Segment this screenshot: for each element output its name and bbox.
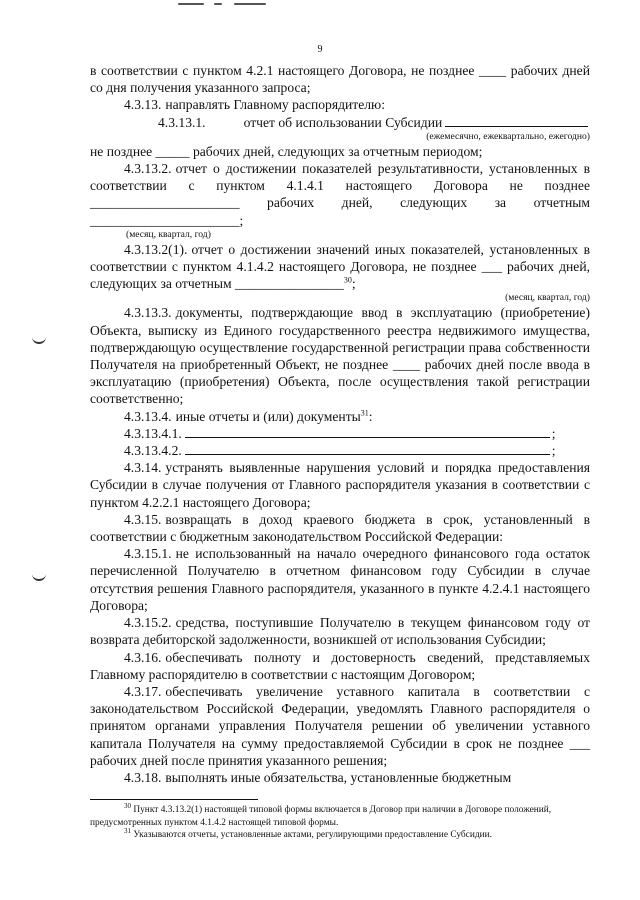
- clause-4-3-13-2-1: 4.3.13.2(1). отчет о достижении значений иных показателей, установленных в соответствии с пунктом 4.1.4.2 настоящего Договора, не позднее ___ рабочих дней, следующих за отчетным ________________$^{30}$;: [90, 241, 590, 292]
- clause-4-3-13-4-1: 4.3.13.4.1. ;: [124, 425, 556, 441]
- page-number: 9: [317, 44, 323, 55]
- scan-artifact-top: [214, 3, 222, 5]
- clause-4-3-13-1: 4.3.13.1. отчет об использовании Субсидии: [90, 114, 590, 131]
- clause-4-3-13-3: 4.3.13.3. документы, подтверждающие ввод в эксплуатацию (приобретение) Объекта, выписку из Единого государственного реестра недвижимого имущества, подтверждающую осуществление государственной регистрации права собственности Получателя на приобретенный Объект, не позднее ____ рабочих дней после ввода в эксплуатацию (приобретения) Объекта, после осуществления такой регистрации соответственно;: [90, 305, 590, 407]
- period-note: (месяц, квартал, год): [126, 228, 211, 240]
- footnotes: [90, 799, 590, 842]
- clause-4-3-15-1: 4.3.15.1. не использованный на начало очередного финансового года остаток перечисленной Получателю в отчетном финансовом году Субсидии в случае отсутствия решения Главного распорядителя, указанного в пункте 4.2.4.1 настоящего Договора;: [90, 546, 590, 613]
- clause-4-3-16: 4.3.16. обеспечивать полноту и достоверность сведений, представляемых Главному распорядителю в соответствии с настоящим Договором;: [90, 649, 590, 682]
- clause-4-3-18: 4.3.18. выполнять иные обязательства, установленные бюджетным: [124, 769, 512, 785]
- clause-4-3-14: 4.3.14. устранять выявленные нарушения условий и порядка предоставления Субсидии в случае получения от Главного распорядителя указания в соответствии с пунктом 4.2.2.1 настоящего Договора;: [90, 460, 590, 510]
- clause-4-3-15: 4.3.15. возвращать в доход краевого бюджета в срок, установленный в соответствии с бюджетным законодательством Российской Федерации:: [90, 511, 590, 545]
- paragraph: не позднее _____ рабочих дней, следующих за отчетным периодом;: [90, 143, 483, 159]
- punch-hole-mark-lower: [32, 572, 46, 581]
- clause-4-3-17: 4.3.17. обеспечивать увеличение уставного капитала в соответствии с законодательством Российской Федерации, уведомлять Главного распорядителя о принятом органами управления Получателя решении об увеличении уставного капитала Получателя на сумму предоставляемой Субсидии в срок не позднее ___ рабочих дней после принятия указанного решения;: [90, 683, 590, 768]
- clause-4-3-13-2: 4.3.13.2. отчет о достижении показателей результативности, установленных в соответствии с пунктом 4.1.4.1 настоящего Договора не позднее ______________________ рабочих дней, следующих за отчетным ______________________;: [90, 161, 590, 228]
- clause-4-3-13-4: 4.3.13.4. иные отчеты и (или) документы$^{31}$:: [124, 408, 373, 424]
- punch-hole-mark-upper: [32, 335, 46, 344]
- scan-artifact-top: [234, 3, 266, 5]
- clause-4-3-15-2: 4.3.15.2. средства, поступившие Получателю в текущем финансовом году от возврата дебиторской задолженности, возникшей от использования Субсидии;: [90, 615, 590, 648]
- document-body: [90, 62, 590, 786]
- clause-4-3-13-4-2: 4.3.13.4.2. ;: [124, 443, 556, 459]
- scan-artifact-top: [178, 3, 204, 5]
- footnote: $^{30}$ Пункт 4.3.13.2(1) настоящей типовой формы включается в Договор при наличии в Договоре положений, предусмотренных пунктом 4.1.4.2 настоящей типовой формы.: [90, 801, 552, 828]
- footnote-divider: [90, 799, 258, 800]
- footnote-ref: 31: [360, 408, 369, 418]
- footnote-ref: 30: [343, 275, 352, 285]
- period-note: (месяц, квартал, год): [505, 292, 590, 304]
- period-note: (ежемесячно, ежеквартально, ежегодно): [426, 130, 590, 142]
- footnote: $^{31}$ Указываются отчеты, установленные актами, регулирующими предоставление Субсидии.: [124, 826, 493, 840]
- clause-4-3-13: 4.3.13. направлять Главному распорядителю:: [124, 97, 385, 113]
- paragraph: в соответствии с пунктом 4.2.1 настоящего Договора, не позднее ____ рабочих дней со дня получения указанного запроса;: [90, 63, 590, 96]
